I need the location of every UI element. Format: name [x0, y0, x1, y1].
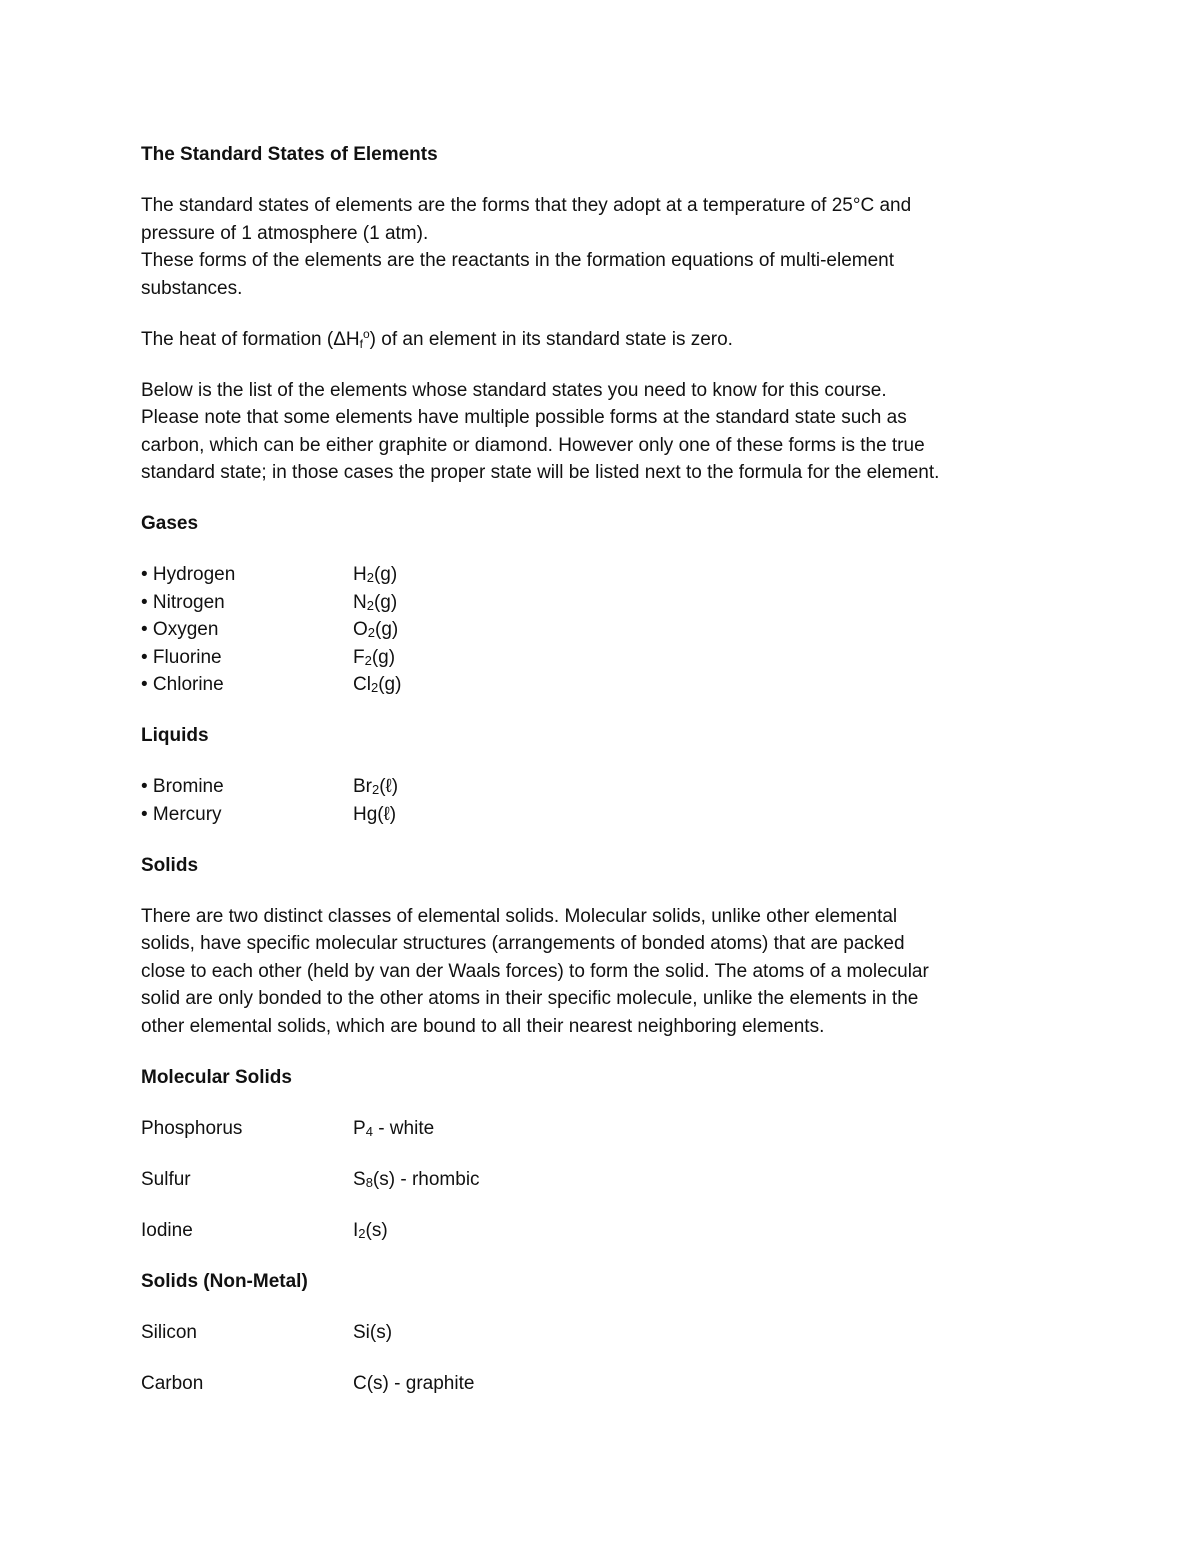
element-formula: $S_8(s)$ - rhombic: [353, 1168, 480, 1190]
element-name: Carbon: [141, 1372, 204, 1394]
liquids-list: [141, 773, 1061, 828]
element-name: • Bromine: [141, 776, 224, 797]
heat-of-formation-statement: [141, 326, 1061, 354]
list-intro-line: carbon, which can be either graphite or diamond. However only one of these forms is the true: [141, 434, 925, 456]
section-heading-gases: Gases: [141, 513, 199, 534]
element-name: • Chlorine: [141, 674, 224, 695]
element-formula: $Cl_2(g)$: [353, 674, 402, 695]
heat-text-before: The heat of formation (: [141, 328, 334, 350]
element-name: Sulfur: [141, 1168, 191, 1190]
element-formula: $Br_2(\ell)$: [353, 776, 399, 797]
element-name: Phosphorus: [141, 1117, 243, 1139]
element-name: • Nitrogen: [141, 591, 225, 613]
section-heading-molecular-solids: Molecular Solids: [141, 1066, 292, 1088]
delta-h-symbol: ΔH: [333, 328, 360, 350]
list-intro-line: Below is the list of the elements whose standard states you need to know for this course.: [141, 379, 887, 401]
element-formula: $O_2(g)$: [353, 619, 399, 640]
list-item: [141, 801, 1061, 829]
solids-paragraph-line: close to each other (held by van der Waals forces) to form the solid. The atoms of a molecular: [141, 960, 929, 982]
list-item: [141, 589, 1061, 617]
element-formula: $N_2(g)$: [353, 591, 398, 613]
list-item: [141, 1217, 1061, 1245]
list-item: [141, 561, 1061, 589]
section-heading-solids: Solids: [141, 854, 199, 876]
section-heading-liquids: Liquids: [141, 725, 209, 746]
element-name: • Mercury: [141, 803, 222, 825]
document-page: [141, 141, 1061, 1397]
element-formula: $H_2(g)$: [353, 564, 398, 585]
element-name: • Oxygen: [141, 619, 219, 640]
delta-h-subscript: f: [359, 336, 363, 351]
solids-paragraph-line: other elemental solids, which are bound to all their nearest neighboring elements.: [141, 1015, 825, 1037]
list-intro-line: Please note that some elements have multiple possible forms at the standard state such as: [141, 407, 907, 428]
element-name: Iodine: [141, 1219, 193, 1241]
element-formula: C(s) - graphite: [353, 1372, 475, 1394]
element-name: Silicon: [141, 1321, 197, 1343]
element-name: • Hydrogen: [141, 564, 236, 585]
heat-text-after: ) of an element in its standard state is zero.: [369, 328, 733, 350]
list-item: [141, 773, 1061, 801]
solids-paragraph-line: solids, have specific molecular structures (arrangements of bonded atoms) that are packed: [141, 933, 905, 954]
intro-line: The standard states of elements are the forms that they adopt at a temperature of 25°C and: [141, 195, 912, 216]
solids-paragraph-line: solid are only bonded to the other atoms in their specific molecule, unlike the elements in the: [141, 988, 919, 1009]
intro-line: pressure of 1 atmosphere (1 atm).: [141, 222, 429, 244]
list-item: [141, 1370, 1061, 1398]
element-formula: Si(s): [353, 1321, 393, 1343]
delta-h-superscript: o: [362, 326, 370, 341]
list-intro-line: standard state; in those cases the proper state will be listed next to the formula for the element.: [141, 462, 940, 483]
element-formula: $F_2(g)$: [353, 646, 396, 668]
list-item: [141, 644, 1061, 672]
list-item: [141, 616, 1061, 644]
element-formula: $I_2(s)$: [353, 1219, 388, 1241]
list-item: [141, 1115, 1061, 1143]
intro-line: substances.: [141, 277, 243, 299]
gases-list: [141, 561, 1061, 699]
section-heading-nonmetal-solids: Solids (Non-Metal): [141, 1270, 308, 1292]
element-formula: $P_4$ - white: [353, 1117, 435, 1139]
intro-line: These forms of the elements are the reactants in the formation equations of multi-element: [141, 250, 894, 271]
list-item: [141, 671, 1061, 699]
list-item: [141, 1166, 1061, 1194]
list-item: [141, 1319, 1061, 1347]
solids-paragraph-line: There are two distinct classes of elemental solids. Molecular solids, unlike other elemental: [141, 905, 898, 927]
element-name: • Fluorine: [141, 646, 222, 668]
page-title: The Standard States of Elements: [141, 144, 438, 165]
element-formula: Hg(ℓ): [353, 803, 397, 825]
